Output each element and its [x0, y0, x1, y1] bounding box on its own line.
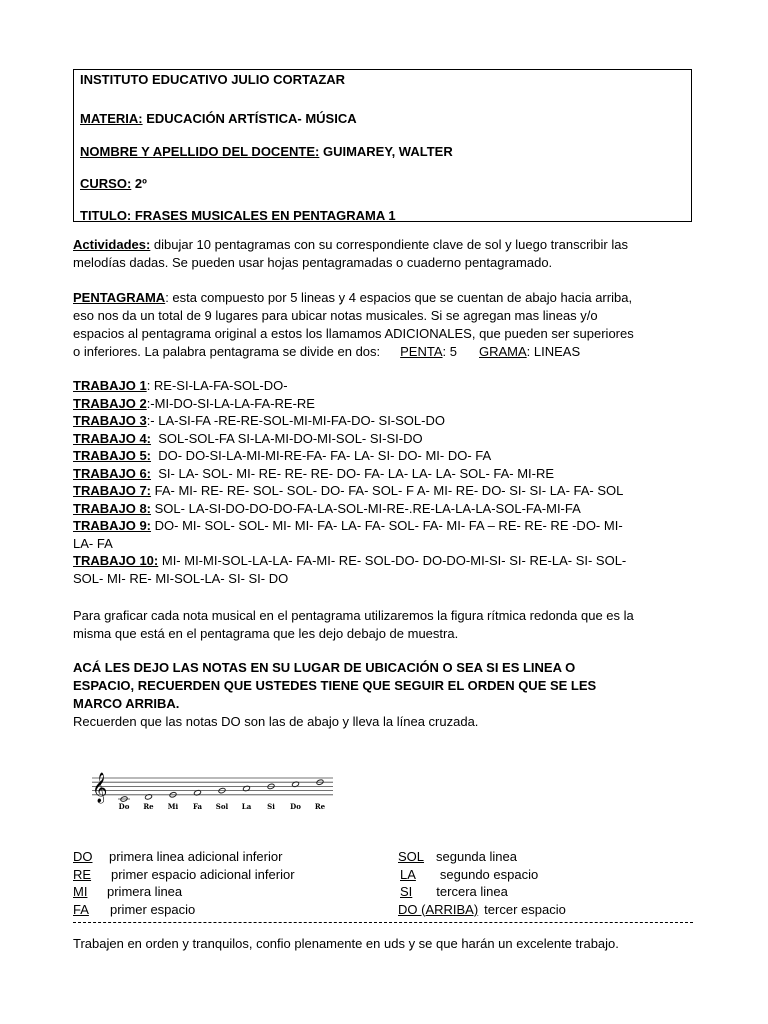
trabajo-item: [73, 395, 626, 413]
trabajo-item: [73, 430, 626, 448]
pentagrama-text-4a: o inferiores. La palabra pentagrama se divide en dos:: [73, 344, 381, 359]
materia-line: [80, 111, 357, 126]
aviso-text-3: MARCO ARRIBA.: [73, 696, 180, 711]
closing-message: Trabajen en orden y tranquilos, confio plenamente en uds y se que harán un excelente trabajo.: [73, 936, 619, 951]
trabajo-text: MI- MI-MI-SOL-LA-LA- FA-MI- RE- SOL-DO- DO-DO-MI-SI- SI- RE-LA- SI- SOL-: [158, 553, 627, 568]
trabajo-item: [73, 552, 626, 570]
aviso-paragraph: [73, 659, 596, 731]
legend-note: MI: [73, 884, 88, 899]
legend-desc: primera linea: [107, 884, 183, 899]
note-label: Sol: [215, 802, 229, 811]
docente-line: [80, 144, 453, 159]
legend-desc: primer espacio: [110, 901, 196, 917]
legend-note: FA: [73, 901, 89, 917]
aviso-text-1: ACÁ LES DEJO LAS NOTAS EN SU LUGAR DE UBICACIÓN O SEA SI ES LINEA O: [73, 660, 576, 675]
trabajo-item-cont: LA- FA: [73, 535, 113, 551]
trabajo-label: TRABAJO 3: [73, 413, 147, 428]
curso-value: 2º: [134, 176, 147, 191]
actividades-label: Actividades:: [73, 237, 151, 252]
trabajo-label: TRABAJO 2: [73, 395, 147, 411]
legend-desc: tercera linea: [436, 884, 508, 899]
trabajo-label: TRABAJO 8:: [73, 500, 152, 516]
legend-desc: segunda linea: [436, 849, 517, 864]
actividades-text-2: melodías dadas. Se pueden usar hojas pentagramadas o cuaderno pentagramado.: [73, 255, 553, 270]
trabajo-label: TRABAJO 5:: [73, 448, 152, 463]
legend-note: RE: [73, 866, 92, 882]
trabajo-item: [73, 377, 626, 395]
grama-label: GRAMA: [479, 344, 527, 359]
trabajo-label: TRABAJO 10:: [73, 553, 159, 568]
legend-note: LA: [400, 866, 416, 882]
treble-clef-icon: 𝄞: [92, 773, 108, 803]
trabajo-label: TRABAJO 1: [73, 378, 147, 393]
trabajo-item: [73, 482, 626, 500]
trabajo-label: TRABAJO 9:: [73, 518, 152, 533]
trabajo-text: FA- MI- RE- RE- SOL- SOL- DO- FA- SOL- F A- MI- RE- DO- SI- SI- LA- FA- SOL: [151, 483, 624, 498]
trabajo-text: :- LA-SI-FA -RE-RE-SOL-MI-MI-FA-DO- SI-SOL-DO: [146, 413, 445, 428]
docente-value: GUIMAREY, WALTER: [322, 144, 453, 159]
graficar-paragraph: [73, 607, 634, 643]
trabajo-text: : RE-SI-LA-FA-SOL-DO-: [146, 378, 288, 393]
legend-item: [73, 901, 295, 919]
pentagrama-text-2: eso nos da un total de 9 lugares para ubicar notas musicales. Si se agregan mas lineas y/o: [73, 308, 598, 323]
note-label: Do: [118, 802, 130, 811]
trabajo-text: SOL-SOL-FA SI-LA-MI-DO-MI-SOL- SI-SI-DO: [151, 430, 423, 446]
trabajo-item: [73, 412, 626, 430]
trabajo-label: TRABAJO 4:: [73, 430, 152, 446]
legend-item: [398, 883, 566, 901]
aviso-text-4: Recuerden que las notas DO son las de abajo y lleva la línea cruzada.: [73, 714, 479, 729]
legend-item: [398, 848, 566, 866]
titulo-label: TITULO:: [80, 208, 132, 223]
docente-label: NOMBRE Y APELLIDO DEL DOCENTE:: [80, 144, 320, 159]
note-label: Do: [290, 802, 301, 811]
titulo-value: FRASES MUSICALES EN PENTAGRAMA 1: [134, 208, 396, 223]
pentagrama-text-4: [73, 343, 634, 361]
legend-item: [73, 848, 295, 866]
legend-item: [73, 883, 295, 901]
dashed-divider: [73, 922, 693, 923]
penta-label: PENTA: [400, 344, 443, 359]
titulo-line: [80, 208, 396, 223]
note-label: La: [241, 802, 252, 811]
note-label: Re: [314, 802, 326, 811]
legend-desc: segundo espacio: [439, 866, 539, 882]
legend-note: DO (ARRIBA): [398, 901, 479, 917]
legend-item: [398, 866, 566, 884]
actividades-text-1: dibujar 10 pentagramas con su correspondiente clave de sol y luego transcribir las: [150, 237, 628, 252]
legend-left: [73, 848, 295, 918]
pentagrama-label: PENTAGRAMA: [73, 290, 166, 305]
curso-label: CURSO:: [80, 176, 132, 191]
legend-desc: primera linea adicional inferior: [109, 849, 283, 864]
curso-line: [80, 176, 147, 191]
trabajo-item: [73, 447, 626, 465]
legend-note: SOL: [398, 849, 425, 864]
trabajo-item-cont: SOL- MI- RE- MI-SOL-LA- SI- SI- DO: [73, 570, 289, 586]
legend-note: SI: [400, 884, 413, 899]
note-label: Mi: [167, 802, 179, 811]
trabajo-text: :-MI-DO-SI-LA-LA-FA-RE-RE: [146, 395, 315, 411]
pentagrama-paragraph: [73, 289, 634, 361]
note-label: Si: [267, 802, 275, 811]
legend-item: [73, 866, 295, 884]
header-box: [73, 69, 692, 222]
trabajo-text: SOL- LA-SI-DO-DO-DO-FA-LA-SOL-MI-RE-.RE-LA-LA-LA-SOL-FA-MI-FA: [151, 500, 581, 516]
trabajo-text: SI- LA- SOL- MI- RE- RE- RE- DO- FA- LA- LA- LA- SOL- FA- MI-RE: [151, 465, 555, 481]
legend-item: [398, 901, 566, 919]
trabajo-label: TRABAJO 6:: [73, 465, 152, 481]
note-label: Re: [143, 802, 154, 811]
materia-label: MATERIA:: [80, 111, 143, 126]
music-staff: [90, 772, 335, 812]
trabajo-item: [73, 500, 626, 518]
actividades-paragraph: [73, 236, 628, 272]
graficar-text-2: misma que está en el pentagrama que les dejo debajo de muestra.: [73, 626, 459, 641]
materia-value: EDUCACIÓN ARTÍSTICA- MÚSICA: [146, 111, 357, 126]
grama-value: : LINEAS: [526, 344, 581, 359]
trabajo-item: [73, 465, 626, 483]
trabajo-label: TRABAJO 7:: [73, 483, 152, 498]
pentagrama-text-3: espacios al pentagrama original a estos los llamamos ADICIONALES, que pueden ser superiores: [73, 326, 634, 341]
trabajos-list: [73, 377, 626, 587]
trabajo-text: DO- MI- SOL- SOL- MI- MI- FA- LA- FA- SOL- FA- MI- FA – RE- RE- RE -DO- MI-: [151, 518, 623, 533]
legend-right: [398, 848, 566, 918]
institute-name: INSTITUTO EDUCATIVO JULIO CORTAZAR: [80, 72, 346, 87]
legend-desc: tercer espacio: [484, 901, 566, 917]
note-label: Fa: [192, 802, 203, 811]
graficar-text-1: Para graficar cada nota musical en el pentagrama utilizaremos la figura rítmica redonda que es la: [73, 608, 634, 623]
penta-value: : 5: [442, 344, 457, 359]
trabajo-text: DO- DO-SI-LA-MI-MI-RE-FA- FA- LA- SI- DO- MI- DO- FA: [151, 448, 492, 463]
aviso-text-2: ESPACIO, RECUERDEN QUE USTEDES TIENE QUE SEGUIR EL ORDEN QUE SE LES: [73, 678, 597, 693]
legend-note: DO: [73, 849, 93, 864]
pentagrama-text-1: : esta compuesto por 5 lineas y 4 espacios que se cuentan de abajo hacia arriba,: [165, 290, 633, 305]
legend-desc: primer espacio adicional inferior: [111, 866, 295, 882]
trabajo-item: [73, 517, 626, 535]
